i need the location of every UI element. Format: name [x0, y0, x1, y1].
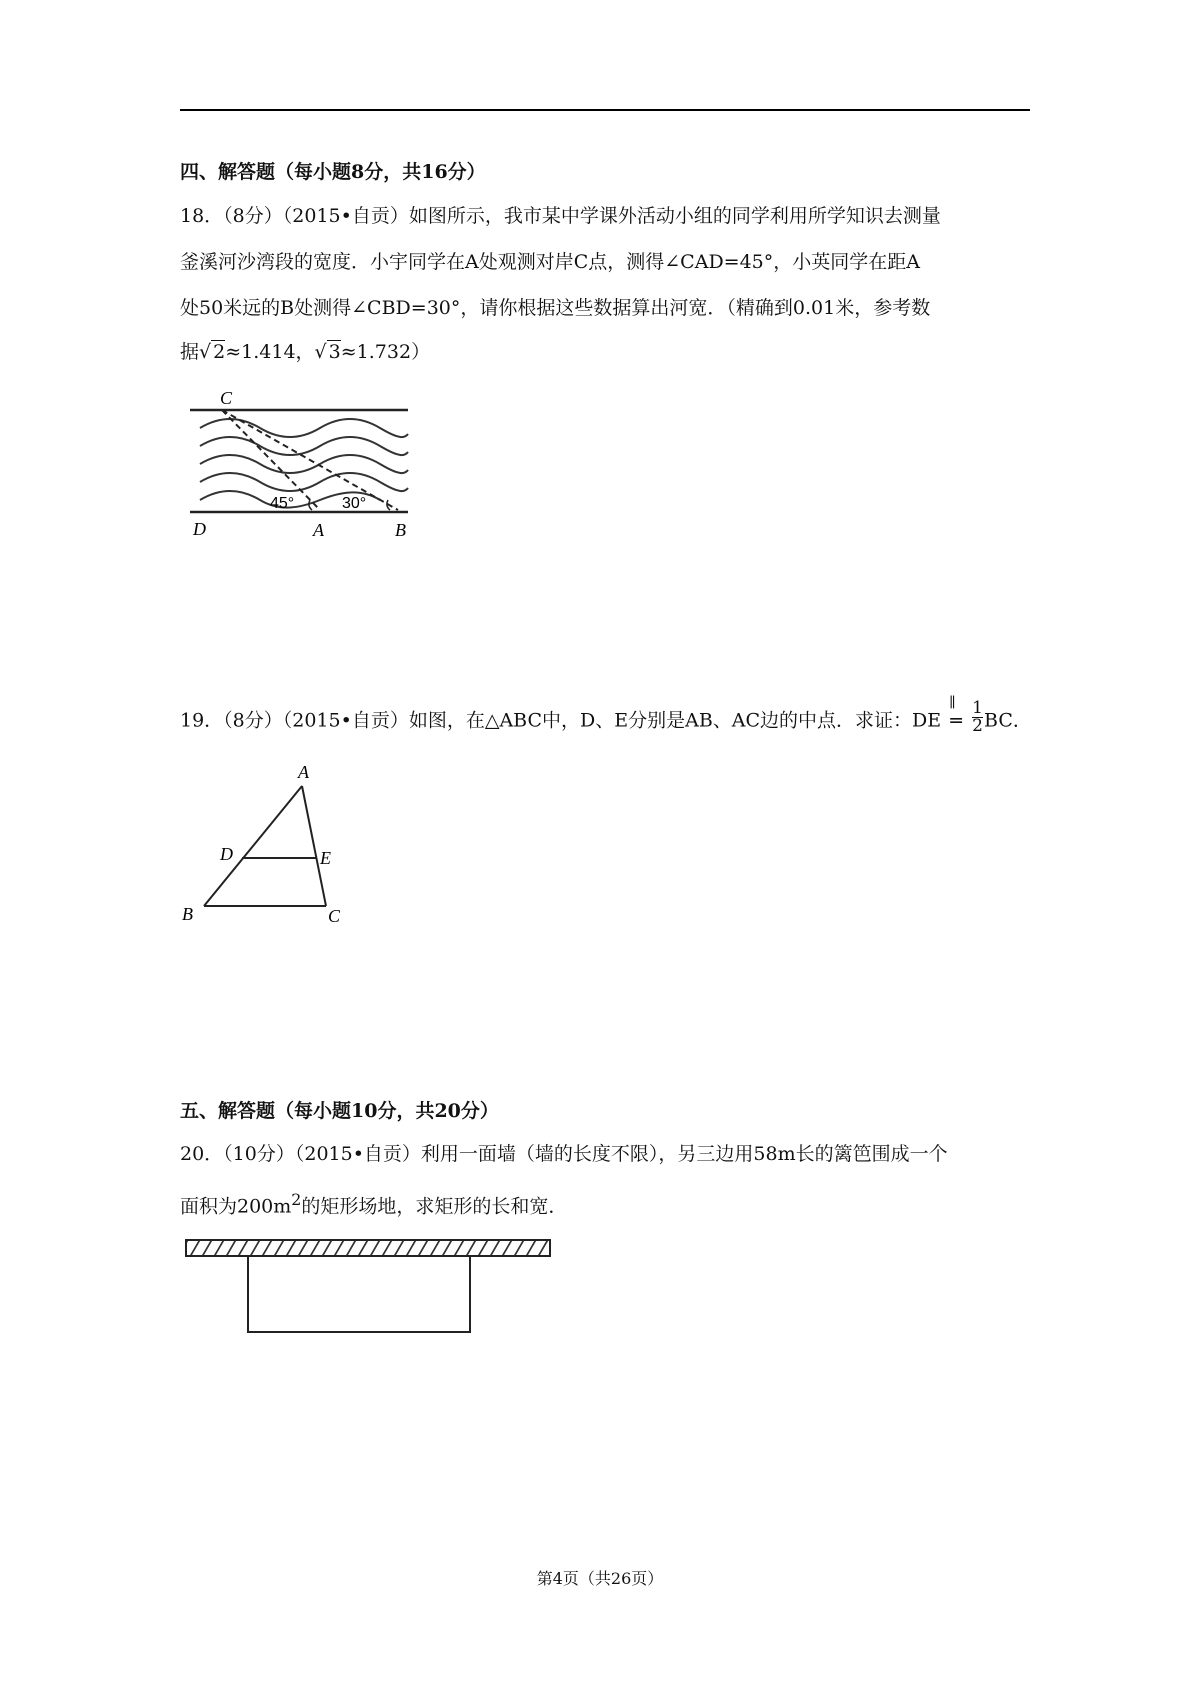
angle-arc-a	[309, 500, 312, 510]
q19-text: 19．（8分）（2015•自贡）如图，在△ABC中，D、E分别是AB、AC边的中点．求证：DE	[180, 709, 942, 732]
question-18	[180, 200, 1040, 368]
q18-line-2: 釜溪河沙湾段的宽度．小宇同学在A处观测对岸C点，测得∠CAD=45°，小英同学在距A	[180, 251, 920, 273]
header-rule	[180, 109, 1030, 111]
question-20	[180, 1138, 1040, 1222]
frac-denominator: 2	[972, 716, 983, 736]
q20-area-text: 面积为200m	[180, 1195, 292, 1218]
angle-label-45: 45°	[270, 495, 295, 512]
fence-rectangle	[248, 1256, 470, 1332]
side-ac	[302, 786, 326, 906]
triangle-figure	[180, 760, 360, 930]
sqrt-symbol: √	[314, 341, 327, 363]
section-5-title: 五、解答题（每小题10分，共20分）	[180, 1100, 499, 1122]
sqrt-symbol: √	[199, 341, 212, 363]
river-waves	[200, 419, 408, 508]
label-A: A	[298, 762, 309, 782]
label-C: C	[220, 388, 233, 408]
q20-line-2	[180, 1184, 1040, 1222]
angle-label-30: 30°	[342, 495, 367, 512]
q18-line-1: 18．（8分）（2015•自贡）如图所示，我市某中学课外活动小组的同学利用所学知识去测量	[180, 205, 941, 227]
q20-line-1: 20．（10分）（2015•自贡）利用一面墙（墙的长度不限），另三边用58m长的篱笆围成一个	[180, 1143, 948, 1165]
label-D: D	[193, 519, 206, 539]
sqrt2-value: ≈1.414，	[225, 341, 315, 363]
q18-ref-prefix: 据	[180, 341, 200, 363]
side-ab	[204, 786, 302, 906]
q18-line-4	[180, 336, 1040, 368]
frac-numerator: 1	[972, 698, 983, 718]
half-fraction	[972, 700, 983, 735]
sqrt2-radicand: 2	[213, 341, 226, 363]
parallel-equal-symbol: ∥ ═	[941, 705, 971, 737]
wall	[186, 1240, 550, 1256]
q18-line-3: 处50米远的B处测得∠CBD=30°，请你根据这些数据算出河宽．（精确到0.01米，参考数	[180, 297, 931, 319]
river-figure	[180, 384, 420, 544]
q19-text-end: BC．	[984, 709, 1032, 732]
sqrt3-radicand: 3	[328, 341, 341, 363]
sqrt3-value: ≈1.732）	[340, 341, 431, 363]
section-4-title: 四、解答题（每小题8分，共16分）	[180, 161, 486, 183]
label-D: D	[220, 844, 233, 864]
label-A: A	[313, 520, 324, 540]
label-C: C	[328, 906, 341, 926]
q20-rest-text: 的矩形场地，求矩形的长和宽．	[301, 1195, 568, 1218]
wall-figure	[184, 1236, 564, 1346]
page-footer: 第4页（共26页）	[536, 1569, 664, 1588]
parallel-mark: ∥	[949, 694, 956, 711]
label-B: B	[182, 904, 193, 924]
question-19	[180, 694, 1040, 739]
q20-area-exponent: 2	[291, 1190, 302, 1209]
label-E: E	[320, 848, 331, 868]
label-B: B	[395, 520, 406, 540]
